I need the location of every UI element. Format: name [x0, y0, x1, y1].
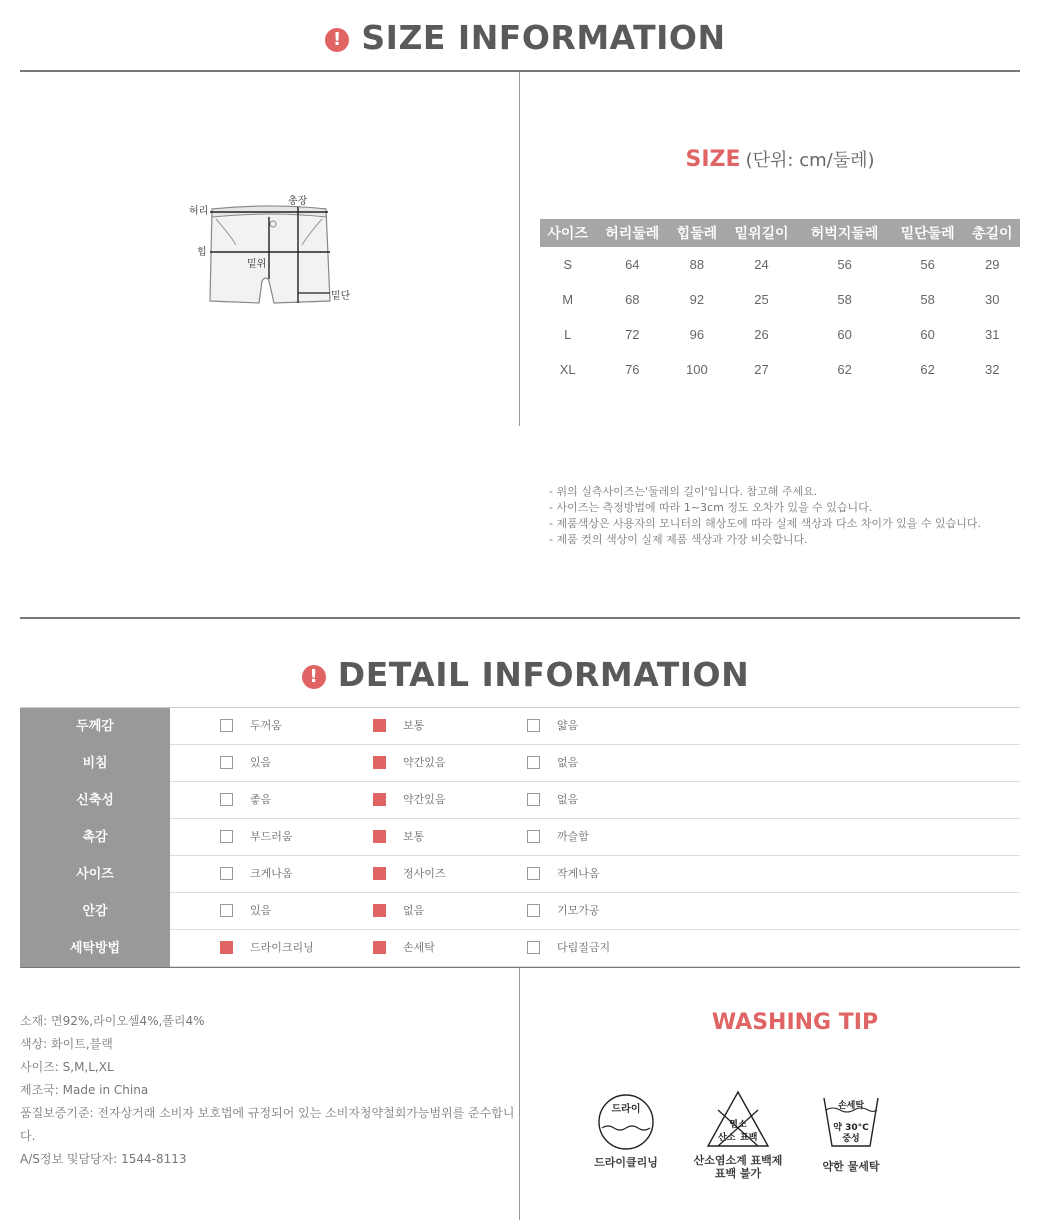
no-bleach-icon	[706, 1090, 770, 1150]
detail-option-label: 약간있음	[403, 793, 446, 806]
table-row	[540, 282, 1020, 317]
dry-clean-inner-text: 드라이	[611, 1104, 641, 1115]
vertical-divider	[519, 72, 520, 426]
size-col-header: 밑단둘레	[891, 219, 965, 247]
vertical-divider	[519, 968, 520, 1220]
table-cell: 26	[754, 327, 769, 342]
checkbox-checked	[373, 793, 386, 806]
detail-row-label: 촉감	[20, 819, 170, 856]
checkbox-checked	[373, 719, 386, 732]
detail-option-label: 약간있음	[403, 756, 446, 769]
table-cell: 64	[625, 257, 640, 272]
detail-row	[20, 745, 1020, 782]
size-table-header-row	[540, 219, 1020, 247]
checkbox-unchecked	[527, 941, 540, 954]
checkbox-unchecked	[220, 719, 233, 732]
note-line: - 제품색상은 사용자의 모니터의 해상도에 따라 실제 색상과 다소 차이가 있을 수 있습니다.	[549, 517, 981, 530]
detail-row-label: 안감	[20, 893, 170, 930]
table-cell: 30	[985, 292, 1000, 307]
table-cell: 60	[920, 327, 935, 342]
divider	[20, 967, 1020, 968]
diagram-label-hem: 밑단	[331, 291, 351, 302]
table-cell: S	[563, 257, 573, 272]
table-cell: 58	[837, 292, 852, 307]
info-as-contact: A/S정보 및담당자: 1544-8113	[20, 1152, 187, 1166]
table-cell: 27	[754, 362, 769, 377]
size-notes	[549, 484, 981, 548]
detail-row-label: 비침	[20, 745, 170, 782]
dry-clean-icon	[594, 1092, 658, 1162]
diagram-label-hip: 힙	[197, 247, 207, 258]
detail-option-label: 보통	[403, 719, 425, 732]
checkbox-unchecked	[527, 830, 540, 843]
table-cell: 56	[837, 257, 852, 272]
checkbox-unchecked	[527, 867, 540, 880]
info-origin: 제조국: Made in China	[20, 1083, 149, 1097]
table-cell: 32	[985, 362, 1000, 377]
checkbox-unchecked	[527, 904, 540, 917]
table-cell: M	[562, 292, 574, 307]
detail-option-label: 부드러움	[250, 830, 293, 843]
table-cell: 92	[689, 292, 705, 307]
detail-option-label: 기모가공	[557, 904, 600, 917]
size-information-header	[0, 18, 1051, 57]
checkbox-unchecked	[220, 867, 233, 880]
no-bleach-inner-top: 염소	[729, 1120, 747, 1130]
detail-option-label: 까슬함	[557, 830, 589, 843]
table-cell: 58	[920, 292, 935, 307]
detail-option-label: 없음	[403, 904, 425, 917]
size-col-header: 밑위길이	[725, 219, 799, 247]
checkbox-unchecked	[527, 756, 540, 769]
note-line: - 제품 컷의 색상이 실제 제품 색상과 가장 비슷합니다.	[549, 533, 808, 546]
table-cell: 60	[837, 327, 852, 342]
table-cell: 62	[920, 362, 935, 377]
no-bleach-label-line1: 산소염소계 표백제	[693, 1154, 783, 1167]
table-cell: 24	[754, 257, 769, 272]
size-col-header: 힙둘레	[669, 219, 724, 247]
table-row	[540, 352, 1020, 387]
table-cell: 76	[625, 362, 640, 377]
info-color: 색상: 화이트,블랙	[20, 1037, 113, 1051]
detail-option-label: 정사이즈	[403, 867, 446, 880]
note-line: - 위의 실측사이즈는'둘레의 길이'입니다. 참고해 주세요.	[549, 485, 818, 498]
washing-tip-title: WASHING TIP	[711, 1010, 879, 1035]
hand-wash-inner-temp: 약 30°C	[833, 1123, 869, 1133]
detail-row	[20, 856, 1020, 893]
table-cell: 88	[689, 257, 705, 272]
detail-row-label: 두께감	[20, 708, 170, 745]
checkbox-checked	[373, 867, 386, 880]
table-cell: 62	[837, 362, 852, 377]
exclamation-icon: !	[325, 28, 349, 52]
info-warranty: 품질보증기준: 전자상거래 소비자 보호법에 규정되어 있는 소비자청약철회가능범위를 준수합니다.	[20, 1106, 515, 1143]
no-bleach-inner-right: 표백	[740, 1133, 758, 1143]
info-sizes: 사이즈: S,M,L,XL	[20, 1060, 114, 1074]
no-bleach-inner-left: 산소	[718, 1133, 736, 1143]
hand-wash-icon	[820, 1094, 882, 1154]
table-cell: 68	[625, 292, 640, 307]
checkbox-checked	[373, 904, 386, 917]
checkbox-unchecked	[527, 793, 540, 806]
detail-option-label: 얇음	[557, 719, 579, 732]
detail-option-label: 없음	[557, 756, 579, 769]
hand-wash-inner-neutral: 중성	[842, 1134, 860, 1144]
table-cell: 72	[625, 327, 640, 342]
detail-information-title: DETAIL INFORMATION	[337, 655, 750, 694]
diagram-label-waist: 허리	[189, 206, 209, 217]
table-row	[540, 247, 1020, 282]
detail-option-label: 다림질금지	[557, 941, 611, 954]
detail-option-label: 손세탁	[403, 941, 435, 954]
table-cell: 29	[985, 257, 1000, 272]
size-table	[540, 219, 1020, 387]
checkbox-unchecked	[527, 719, 540, 732]
dry-clean-label: 드라이클리닝	[594, 1156, 658, 1169]
detail-information-header	[0, 655, 1051, 694]
size-information-title: SIZE INFORMATION	[361, 18, 726, 57]
checkbox-unchecked	[220, 756, 233, 769]
detail-option-label: 좋음	[250, 793, 272, 806]
checkbox-unchecked	[220, 904, 233, 917]
size-col-header: 총길이	[965, 219, 1020, 247]
size-col-header: 허벅지둘레	[798, 219, 890, 247]
detail-option-label: 있음	[250, 756, 272, 769]
detail-row	[20, 930, 1020, 967]
table-cell: 100	[686, 362, 708, 377]
divider	[20, 70, 1020, 72]
checkbox-unchecked	[220, 830, 233, 843]
note-line: - 사이즈는 측정방법에 따라 1~3cm 정도 오차가 있을 수 있습니다.	[549, 501, 873, 514]
size-col-header: 허리둘레	[595, 219, 669, 247]
diagram-label-length: 총장	[288, 196, 308, 207]
table-cell: XL	[559, 362, 576, 377]
detail-row	[20, 782, 1020, 819]
table-cell: L	[564, 327, 572, 342]
checkbox-checked	[220, 941, 233, 954]
detail-option-label: 보통	[403, 830, 425, 843]
info-material: 소재: 면92%,라이오셀4%,폴리4%	[20, 1014, 205, 1028]
detail-option-label: 드라이크리닝	[250, 941, 314, 954]
shorts-measurement-diagram	[180, 185, 370, 315]
size-title-unit: (단위: cm/둘레)	[745, 150, 875, 171]
detail-option-label: 크게나옴	[250, 867, 293, 880]
detail-row	[20, 708, 1020, 745]
hand-wash-inner-top: 손세탁	[837, 1101, 865, 1111]
no-bleach-label	[678, 1154, 798, 1180]
detail-row-label: 사이즈	[20, 856, 170, 893]
checkbox-unchecked	[220, 793, 233, 806]
divider	[20, 617, 1020, 619]
detail-row-label: 세탁방법	[20, 930, 170, 967]
checkbox-checked	[373, 756, 386, 769]
detail-row	[20, 819, 1020, 856]
table-cell: 96	[689, 327, 705, 342]
no-bleach-label-line2: 표백 불가	[714, 1167, 762, 1180]
table-cell: 56	[920, 257, 935, 272]
checkbox-checked	[373, 830, 386, 843]
detail-option-label: 있음	[250, 904, 272, 917]
size-col-header: 사이즈	[540, 219, 595, 247]
product-info	[20, 1010, 515, 1171]
detail-option-label: 두꺼움	[250, 719, 282, 732]
detail-option-label: 작게나옴	[557, 867, 600, 880]
table-cell: 31	[985, 327, 1000, 342]
size-table-title	[520, 146, 1040, 172]
checkbox-checked	[373, 941, 386, 954]
size-title-main: SIZE	[685, 147, 741, 172]
detail-row	[20, 893, 1020, 930]
exclamation-icon: !	[302, 665, 326, 689]
table-row	[540, 317, 1020, 352]
hand-wash-label: 약한 물세탁	[822, 1160, 880, 1173]
diagram-label-rise: 밑위	[247, 259, 267, 270]
detail-option-label: 없음	[557, 793, 579, 806]
table-cell: 25	[754, 292, 769, 307]
detail-row-label: 신축성	[20, 782, 170, 819]
